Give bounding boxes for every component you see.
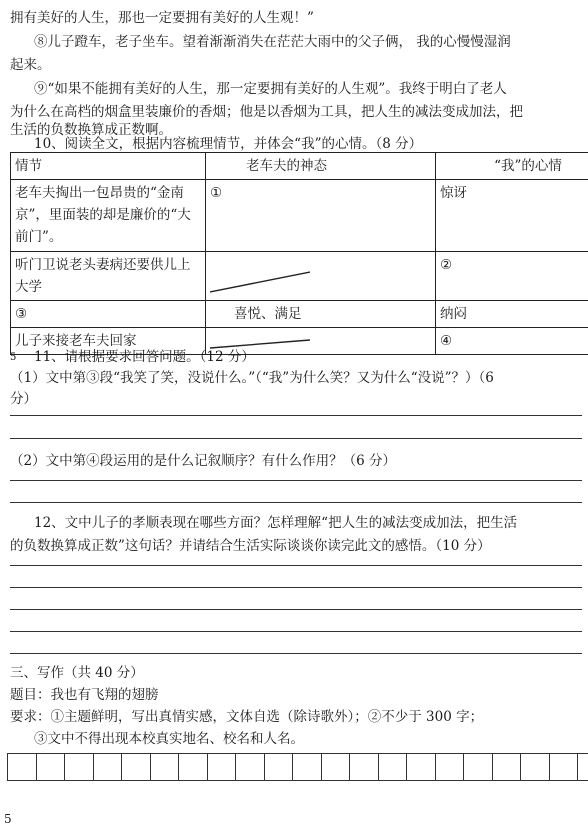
question-11-sub-1: （1）文中第③段“我笑了笑，没说什么。”（“我”为什么笑？又为什么“没说”？）（6 [10, 370, 494, 386]
table-cell: 听门卫说老头妻病还要供儿上大学 [11, 252, 206, 301]
passage-para-8-cont: 起来。 [10, 57, 51, 73]
answer-blank-3[interactable]: ③ [11, 301, 206, 328]
writing-title: 题目：我也有飞翔的翅膀 [10, 687, 159, 703]
answer-line[interactable] [10, 587, 582, 588]
passage-para-8: ⑧儿子蹬车，老子坐车。望着渐渐消失在茫茫大雨中的父子俩， 我的心慢慢湿润 [34, 34, 511, 50]
grid-square[interactable] [36, 753, 66, 781]
header-plot: 情节 [11, 153, 206, 180]
table-cell: 老车夫掏出一包昂贵的“金南京”，里面装的却是廉价的“大前门”。 [11, 180, 206, 252]
grid-square[interactable] [577, 753, 588, 781]
grid-square[interactable] [93, 753, 123, 781]
grid-square[interactable] [435, 753, 465, 781]
passage-para-9: ⑨“如果不能拥有美好的人生，那一定要拥有美好的人生观”。我终于明白了老人 [34, 81, 507, 97]
grid-square[interactable] [492, 753, 522, 781]
table-header-row [11, 153, 588, 180]
composition-grid[interactable] [8, 753, 588, 781]
answer-line[interactable] [10, 653, 582, 654]
passage-para-9-cont: 为什么在高档的烟盒里装廉价的香烟；他是以香烟为工具，把人生的减法变成加法，把 [10, 104, 523, 120]
writing-requirement-2: ③文中不得出现本校真实地名、校名和人名。 [34, 731, 304, 747]
grid-square[interactable] [264, 753, 294, 781]
answer-line[interactable] [10, 631, 582, 632]
answer-blank-4[interactable]: ④ [436, 328, 588, 355]
table-cell: 儿子来接老车夫回家 [11, 328, 206, 355]
grid-square[interactable] [121, 753, 151, 781]
grid-square[interactable] [235, 753, 265, 781]
question-11-sub-1-cont: 分） [10, 391, 37, 407]
crossed-cell [206, 252, 436, 301]
table-cell: 惊讶 [436, 180, 588, 252]
question-11-prompt: 11、请根据要求回答问题。（12 分） [34, 349, 255, 365]
question-12-prompt-cont: 的负数换算成正数”这句话？并请结合生活实际谈谈你读完此文的感悟。（10 分） [10, 538, 491, 554]
passage-line: 拥有美好的人生，那也一定要拥有美好的人生观！” [10, 10, 314, 26]
question-11-sub-2: （2）文中第④段运用的是什么记叙顺序？有什么作用？（6 分） [10, 453, 396, 469]
grid-square[interactable] [178, 753, 208, 781]
answer-blank-1[interactable]: ① [206, 180, 436, 252]
answer-line[interactable] [10, 438, 582, 439]
writing-section-heading: 三、写作（共 40 分） [10, 665, 144, 681]
answer-line[interactable] [10, 565, 582, 566]
grid-square[interactable] [7, 753, 37, 781]
answer-line[interactable] [10, 415, 582, 416]
grid-square[interactable] [292, 753, 322, 781]
header-old-man-expression: 老车夫的神态 [206, 153, 436, 180]
passage-para-9-end: 生活的负数换算成正数啊。 [10, 122, 172, 138]
question-12-prompt: 12、文中儿子的孝顺表现在哪些方面？怎样理解“把人生的减法变成加法，把生活 [34, 515, 518, 531]
page-number: 5 [4, 812, 12, 826]
table-row [11, 301, 588, 328]
grid-square[interactable] [64, 753, 94, 781]
grid-square[interactable] [349, 753, 379, 781]
answer-line[interactable] [10, 502, 582, 503]
margin-mark: 5 [10, 352, 17, 363]
table-cell: 纳闷 [436, 301, 588, 328]
answer-line[interactable] [10, 609, 582, 610]
grid-square[interactable] [150, 753, 180, 781]
grid-square[interactable] [463, 753, 493, 781]
table-row [11, 180, 588, 252]
diagonal-slash [210, 270, 310, 294]
answer-blank-2[interactable]: ② [436, 252, 588, 301]
table-row [11, 252, 588, 301]
grid-square[interactable] [520, 753, 550, 781]
grid-square[interactable] [378, 753, 408, 781]
question-10-prompt: 10、阅读全文，根据内容梳理情节，并体会“我”的心情。（8 分） [34, 136, 423, 152]
grid-square[interactable] [207, 753, 237, 781]
grid-square[interactable] [549, 753, 579, 781]
header-my-mood: “我”的心情 [436, 153, 588, 180]
plot-table [10, 152, 588, 355]
table-cell: 喜悦、满足 [206, 301, 436, 328]
writing-requirement-1: 要求：①主题鲜明，写出真情实感，文体自选（除诗歌外）；②不少于 300 字； [10, 709, 484, 725]
grid-square[interactable] [406, 753, 436, 781]
grid-square[interactable] [321, 753, 351, 781]
answer-line[interactable] [10, 480, 582, 481]
